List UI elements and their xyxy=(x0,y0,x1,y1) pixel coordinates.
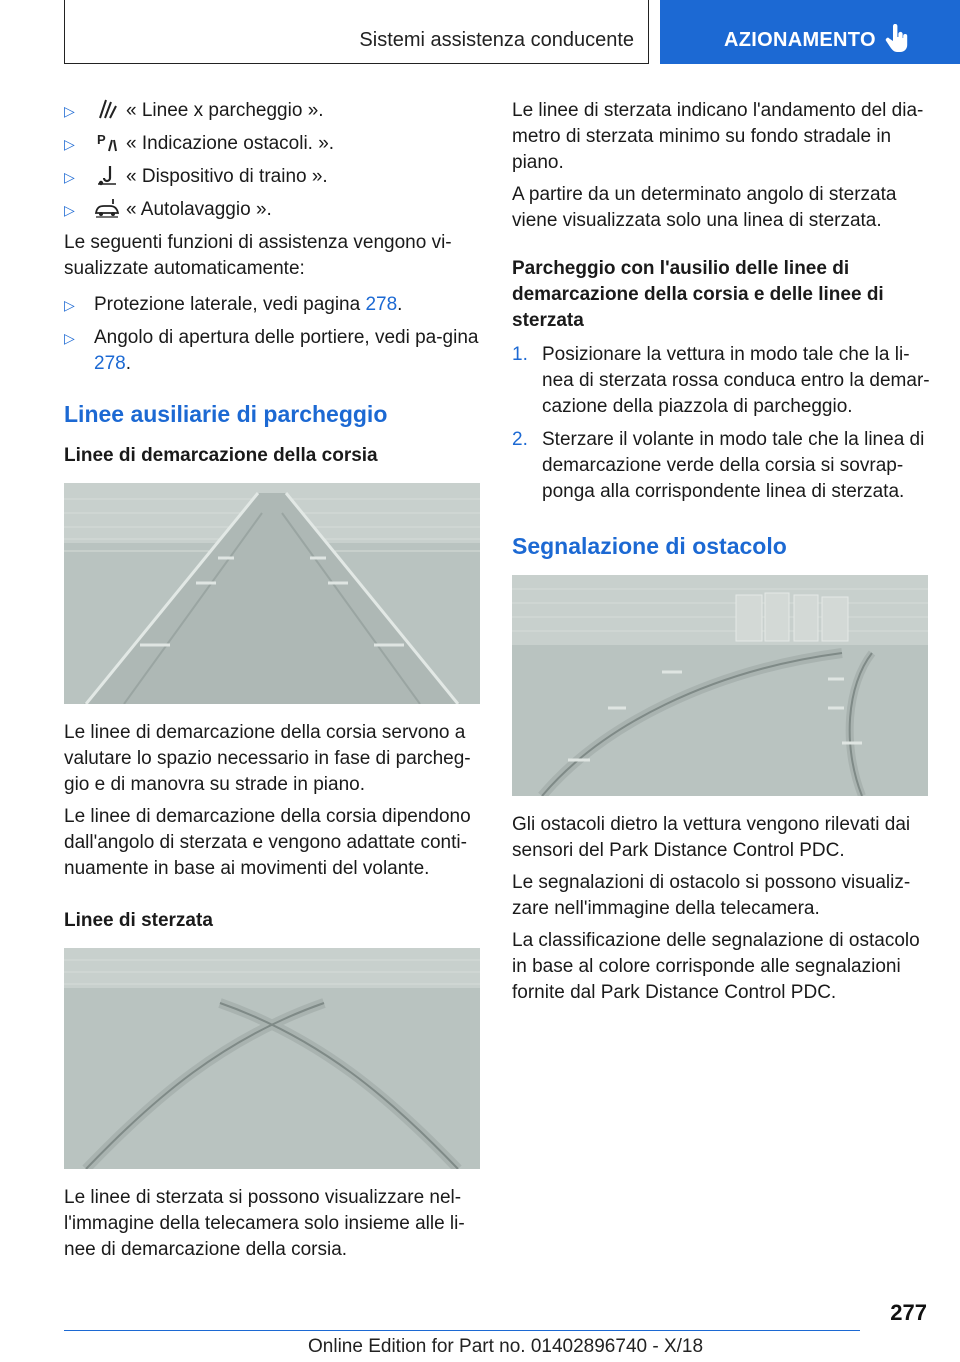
list-item xyxy=(64,164,482,190)
triangle-bullet-icon: ▷ xyxy=(64,169,75,185)
left-column xyxy=(64,98,482,1269)
list-item-tail: . xyxy=(397,294,403,315)
triangle-bullet-icon: ▷ xyxy=(64,103,75,119)
obstacle-marking-icon xyxy=(94,131,120,157)
obstacle-marking-figure xyxy=(512,575,928,796)
steering-lines-paragraph-3: A partire da un determinato angolo di sterzata viene visualizzata solo una linea di sterzata. xyxy=(512,184,897,231)
step-text: Sterzare il volante in modo tale che la linea di demarcazione verde della corsia si sovrap-ponga alla corrispondente linea di sterzata. xyxy=(542,429,925,502)
steering-lines-heading: Linee di sterzata xyxy=(64,910,213,931)
obstacle-heading: Segnalazione di ostacolo xyxy=(512,533,787,559)
step-number: 2. xyxy=(512,429,528,450)
svg-text:P: P xyxy=(97,132,106,147)
page-number: 277 xyxy=(890,1300,927,1325)
obstacle-paragraph-1: Gli ostacoli dietro la vettura vengono rilevati dai sensori del Park Distance Control PDC. xyxy=(512,814,911,861)
footer-edition-text: Online Edition for Part no. 01402896740 - X/18 xyxy=(308,1336,704,1357)
obstacle-paragraph-2: Le segnalazioni di ostacolo si possono visualiz-zare nell'immagine della telecamera. xyxy=(512,872,911,919)
lane-lines-paragraph-2: Le linee di demarcazione della corsia dipendono dall'angolo di sterzata e vengono adattate conti-nuamente in base ai movimenti del volante. xyxy=(64,806,471,879)
list-item xyxy=(64,197,482,223)
list-item-text: « Autolavaggio ». xyxy=(126,199,272,220)
triangle-bullet-icon: ▷ xyxy=(64,202,75,218)
list-item-tail: . xyxy=(125,353,131,374)
list-item-text: « Linee x parcheggio ». xyxy=(126,100,324,121)
triangle-bullet-icon: ▷ xyxy=(64,136,75,152)
parking-heading: Parcheggio con l'ausilio delle linee di demarcazione della corsia e delle linee di sterzata xyxy=(512,258,884,331)
list-item-text: Angolo di apertura delle portiere, vedi pa-gina xyxy=(94,327,479,348)
header-section-box xyxy=(64,0,649,64)
list-item xyxy=(64,292,482,318)
list-item xyxy=(64,131,482,157)
list-item xyxy=(512,342,930,420)
lane-lines-paragraph-1: Le linee di demarcazione della corsia servono a valutare lo spazio necessario in fase di parcheg-gio e di manovra su strade in piano. xyxy=(64,722,471,795)
obstacle-paragraph-3: La classificazione delle segnalazione di ostacolo in base al colore corrisponde alle segnalazioni fornite dal Park Distance Control PDC. xyxy=(512,930,920,1003)
parking-steps-list xyxy=(512,342,930,505)
lane-lines-icon xyxy=(94,98,120,124)
list-item xyxy=(512,427,930,505)
right-column xyxy=(512,98,930,1012)
list-item xyxy=(64,325,482,377)
footer-divider xyxy=(64,1330,860,1331)
header-chapter-title: AZIONAMENTO xyxy=(724,29,876,51)
header-section-title: Sistemi assistenza conducente xyxy=(359,29,634,51)
auto-functions-intro: Le seguenti funzioni di assistenza vengono vi-sualizzate automaticamente: xyxy=(64,232,452,279)
steering-lines-paragraph-2: Le linee di sterzata indicano l'andamento del dia-metro di sterzata minimo su fondo stradale in piano. xyxy=(512,100,924,173)
camera-function-list xyxy=(64,98,482,223)
step-number: 1. xyxy=(512,344,528,365)
list-item-text: « Dispositivo di traino ». xyxy=(126,166,328,187)
list-item xyxy=(64,98,482,124)
triangle-bullet-icon: ▷ xyxy=(64,330,75,346)
lane-lines-heading: Linee di demarcazione della corsia xyxy=(64,445,378,466)
step-text: Posizionare la vettura in modo tale che la li-nea di sterzata rossa conduca entro la demar-cazione della piazzola di parcheggio. xyxy=(542,344,930,417)
car-wash-icon xyxy=(94,197,120,223)
trailer-hitch-icon xyxy=(94,164,120,190)
steering-lines-paragraph-1: Le linee di sterzata si possono visualizzare nel-l'immagine della telecamera solo insieme alle li-nee di demarcazione della corsia. xyxy=(64,1187,465,1260)
section-heading: Linee ausiliarie di parcheggio xyxy=(64,401,388,427)
list-item-text: Protezione laterale, vedi pagina xyxy=(94,294,366,315)
pointing-hand-icon xyxy=(884,24,910,54)
lane-lines-figure xyxy=(64,483,480,704)
page-reference-link[interactable]: 278 xyxy=(94,353,126,374)
steering-lines-figure xyxy=(64,948,480,1169)
page-reference-link[interactable]: 278 xyxy=(365,294,398,315)
list-item-text: « Indicazione ostacoli. ». xyxy=(126,133,335,154)
header-chapter-tab xyxy=(660,0,960,64)
triangle-bullet-icon: ▷ xyxy=(64,297,75,313)
auto-function-list xyxy=(64,292,482,377)
